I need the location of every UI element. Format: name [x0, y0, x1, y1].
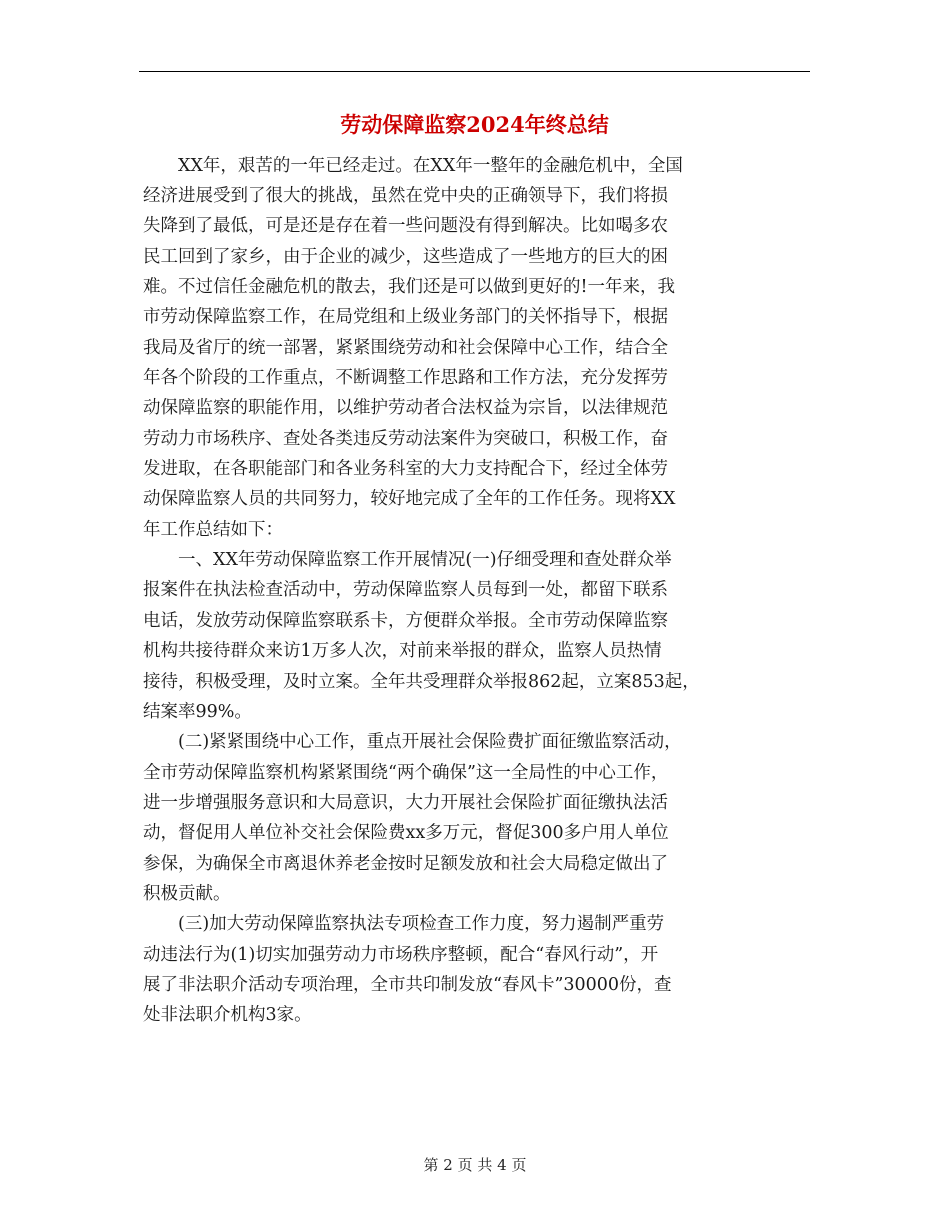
body-line: 动保障监察人员的共同努力，较好地完成了全年的工作任务。现将XX — [143, 489, 676, 509]
body-line: 动违法行为(1)切实加强劳动力市场秩序整顿，配合“春风行动”，开 — [143, 945, 659, 965]
header-rule — [139, 71, 810, 72]
body-line: 经济进展受到了很大的挑战，虽然在党中央的正确领导下，我们将损 — [143, 186, 668, 206]
body-line: (二)紧紧围绕中心工作，重点开展社会保险费扩面征缴监察活动， — [143, 732, 682, 752]
body-line: 动，督促用人单位补交社会保险费xx多万元，督促300多户用人单位 — [143, 823, 669, 843]
body-line: 全市劳动保障监察机构紧紧围绕“两个确保”这一全局性的中心工作， — [143, 763, 669, 783]
body-line: 结案率99%。 — [143, 702, 252, 722]
body-line: 展了非法职介活动专项治理，全市共印制发放“春风卡”30000份，查 — [143, 975, 672, 995]
body-line: 机构共接待群众来访1万多人次，对前来举报的群众，监察人员热情 — [143, 641, 662, 661]
body-line: 失降到了最低，可是还是存在着一些问题没有得到解决。比如喝多农 — [143, 216, 668, 236]
body-line: 参保，为确保全市离退休养老金按时足额发放和社会大局稳定做出了 — [143, 854, 668, 874]
body-line: 动保障监察的职能作用，以维护劳动者合法权益为宗旨，以法律规范 — [143, 398, 668, 418]
body-line: XX年，艰苦的一年已经走过。在XX年一整年的金融危机中，全国 — [143, 156, 683, 176]
body-line: 难。不过信任金融危机的散去，我们还是可以做到更好的!一年来，我 — [143, 277, 676, 297]
body-line: 积极贡献。 — [143, 884, 231, 904]
body-line: 年各个阶段的工作重点，不断调整工作思路和工作方法，充分发挥劳 — [143, 368, 668, 388]
document-title: 劳动保障监察2024年终总结 — [340, 112, 609, 137]
body-line: 报案件在执法检查活动中，劳动保障监察人员每到一处，都留下联系 — [143, 580, 668, 600]
body-line: 进一步增强服务意识和大局意识，大力开展社会保险扩面征缴执法活 — [143, 793, 668, 813]
body-line: 民工回到了家乡，由于企业的减少，这些造成了一些地方的巨大的困 — [143, 247, 668, 267]
body-line: (三)加大劳动保障监察执法专项检查工作力度，努力遏制严重劳 — [143, 914, 665, 934]
body-line: 市劳动保障监察工作，在局党组和上级业务部门的关怀指导下，根据 — [143, 307, 668, 327]
body-line: 年工作总结如下： — [143, 520, 283, 540]
body-line: 处非法职介机构3家。 — [143, 1005, 312, 1025]
body-line: 发进取，在各职能部门和各业务科室的大力支持配合下，经过全体劳 — [143, 459, 668, 479]
body-line: 我局及省厅的统一部署，紧紧围绕劳动和社会保障中心工作，结合全 — [143, 338, 668, 358]
body-line: 电话，发放劳动保障监察联系卡，方便群众举报。全市劳动保障监察 — [143, 611, 668, 631]
body-line: 劳动力市场秩序、查处各类违反劳动法案件为突破口，积极工作，奋 — [143, 429, 668, 449]
body-line: 接待，积极受理，及时立案。全年共受理群众举报862起，立案853起， — [143, 672, 700, 692]
page-footer: 第 2 页 共 4 页 — [423, 1156, 527, 1174]
body-line: 一、XX年劳动保障监察工作开展情况(一)仔细受理和查处群众举 — [143, 550, 672, 570]
